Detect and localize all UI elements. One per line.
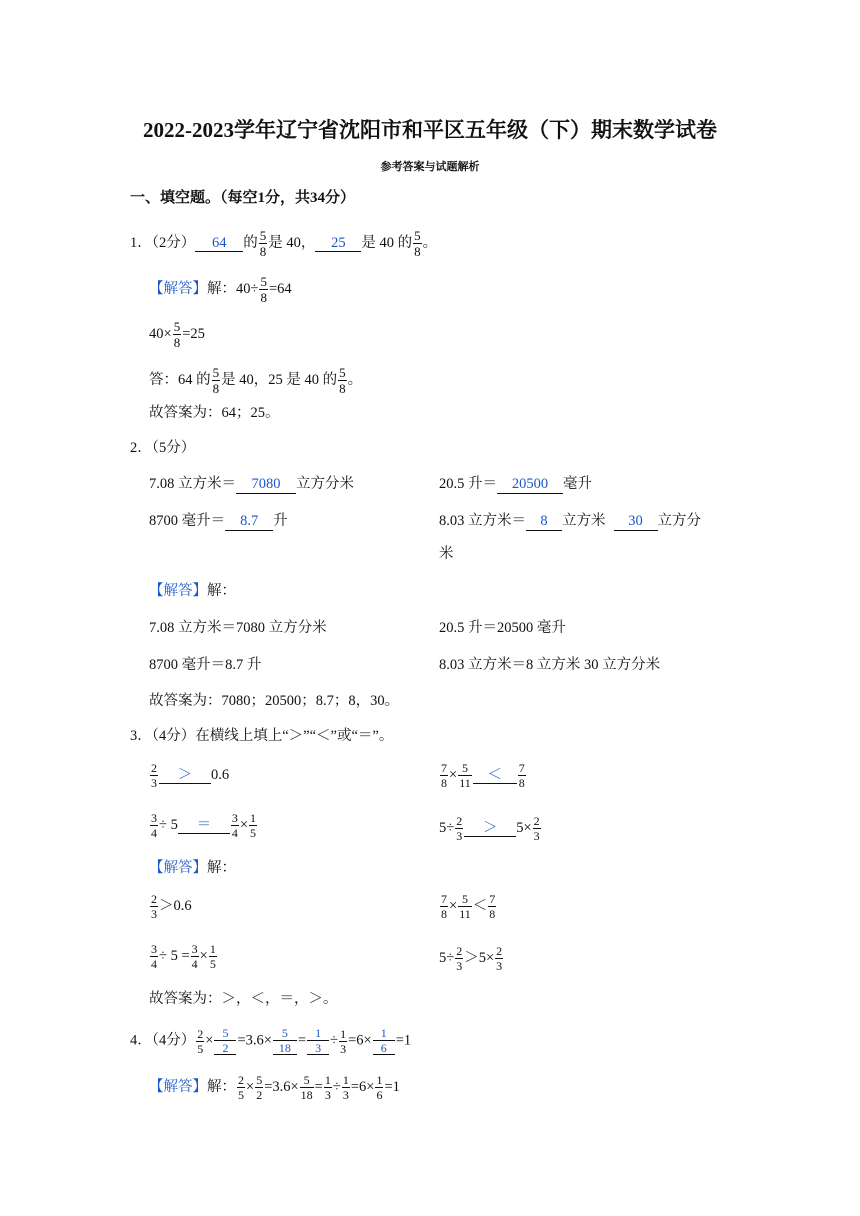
fraction: $\frac{2}{5}$ [197,1026,204,1056]
q3-row2-right [439,815,542,842]
fraction: $\frac{1}{6}$ [376,1073,383,1102]
text: 立方分米 [296,476,354,492]
fraction: $\frac{3}{4}$ [191,942,198,971]
fraction: $\frac{7}{8}$ [489,892,496,921]
fraction: $\frac{2}{3}$ [151,761,157,790]
q1-answer-line [149,366,362,395]
answer-blank: 7080 [236,477,296,494]
fraction: $\frac{1}{3}$ [324,1073,331,1102]
fraction: $\frac{1}{5}$ [209,942,216,971]
section-heading: 一、填空题。（每空1分，共34分） [130,190,356,206]
q2-solution-2: 20.5 升＝20500 毫升 [439,620,566,636]
fraction: $\frac{5}{8}$ [173,319,181,350]
answer-blank: ＜ [473,768,517,785]
text: 。 [422,234,438,251]
q3-solution-2 [439,893,497,920]
text: 是 40， [268,234,316,251]
text: 解： [207,860,236,876]
text: × [239,816,249,833]
text: 5÷ [439,949,455,966]
question-3 [130,729,393,744]
fraction-blank: $\frac{5}{18}$ [273,1027,297,1055]
fraction: $\frac{5}{8}$ [414,228,421,259]
question-1 [130,229,437,258]
answer-blank: 8 [526,514,562,531]
text: =3.6× [264,1078,299,1095]
fraction: $\frac{1}{5}$ [250,811,257,840]
text: 40× [149,325,172,342]
q3-solution-1 [149,893,192,920]
text: 是 40 的 [361,234,413,251]
q4-solution [149,1074,400,1101]
answer-blank: ＞ [464,821,516,838]
fraction: $\frac{2}{3}$ [496,944,503,973]
q3-row1-left [149,762,229,789]
text: ÷ 5 [159,816,178,833]
fraction: $\frac{2}{3}$ [151,892,157,921]
text: 7.08 立方米＝ [149,476,236,492]
text: = [314,1078,323,1095]
q2-item-d-wrap: 米 [439,546,454,562]
q2-final-answer: 故答案为：7080；20500；8.7；8，30。 [149,693,400,709]
text: 立方分 [657,513,701,529]
q2-item-b [439,477,592,494]
q2-solution-3: 8700 毫升＝8.7 升 [149,657,262,673]
text: =3.6× [237,1032,272,1049]
fraction: $\frac{5}{8}$ [259,228,267,259]
text: 毫升 [563,476,592,492]
q3-row1-right [439,762,527,789]
answer-blank: ＞ [159,768,211,785]
q2-item-a [149,477,354,494]
text: =6× [350,1078,375,1095]
q1-solution-line1 [149,275,292,304]
page-subtitle: 参考答案与试题解析 [380,160,480,173]
answer-blank: 20500 [497,477,563,494]
text: × [199,947,208,964]
fraction: $\frac{3}{4}$ [231,811,238,840]
q2-solution-head [149,584,236,599]
text: ＞0.6 [159,897,192,914]
question-2: 2．（5分） [130,440,196,456]
fraction: $\frac{5}{8}$ [212,365,220,396]
fraction: $\frac{3}{4}$ [151,811,157,840]
q3-final-answer: 故答案为：＞，＜，＝，＞。 [149,991,338,1007]
question-prompt: 在横线上填上“＞”“＜”或“＝”。 [195,728,394,744]
text: =25 [182,325,205,342]
text: 8700 毫升＝ [149,513,226,529]
answer-blank: 30 [614,514,658,531]
fraction: $\frac{5}{11}$ [459,892,471,921]
question-number: 4．（4分） [130,1032,196,1049]
text: 。 [347,371,363,388]
fraction: $\frac{5}{8}$ [260,274,267,305]
text: =6× [348,1032,372,1049]
fraction: $\frac{7}{8}$ [441,761,447,790]
text: 5÷ [439,819,455,836]
text: ÷ [330,1032,339,1049]
answer-blank: 8.7 [225,514,273,531]
q3-solution-3 [149,943,218,970]
text: = [297,1032,307,1049]
q3-solution-4 [439,945,504,972]
q2-item-d [439,514,701,531]
fraction-blank: $\frac{1}{6}$ [373,1027,395,1055]
fraction: $\frac{7}{8}$ [441,892,447,921]
text: 20.5 升＝ [439,476,497,492]
fraction: $\frac{5}{18}$ [300,1073,313,1102]
fraction: $\frac{2}{3}$ [456,944,463,973]
fraction: $\frac{5}{11}$ [459,761,471,790]
fraction: $\frac{2}{3}$ [533,814,540,843]
q1-solution-line2 [149,320,205,349]
text: =64 [268,280,292,297]
text: =1 [384,1078,400,1095]
text: 的 [243,234,258,251]
text: 0.6 [211,766,230,783]
fraction-blank: $\frac{5}{2}$ [214,1027,236,1055]
text: × [449,897,458,914]
text: 解： [207,583,236,599]
text: ＞5× [464,949,495,966]
text: ÷ 5 = [159,947,190,964]
question-4 [130,1027,411,1055]
fraction-blank: $\frac{1}{3}$ [307,1027,329,1055]
fraction: $\frac{5}{8}$ [339,365,346,396]
fraction: $\frac{1}{3}$ [342,1073,349,1102]
page-title: 2022-2023学年辽宁省沈阳市和平区五年级（下）期末数学试卷 [143,118,717,142]
solution-tag: 【解答】 [149,280,207,297]
fraction: $\frac{2}{5}$ [238,1073,244,1102]
fraction: $\frac{3}{4}$ [151,942,157,971]
fraction: $\frac{7}{8}$ [518,761,525,790]
answer-blank: 64 [195,236,243,253]
text: 答：64 的 [149,371,211,388]
fraction: $\frac{2}{3}$ [456,814,463,843]
fraction: $\frac{1}{3}$ [340,1026,347,1056]
text: 升 [273,513,288,529]
fraction: $\frac{5}{2}$ [256,1073,263,1102]
answer-blank: ＝ [178,818,230,835]
q1-final-answer: 故答案为：64；25。 [149,405,280,421]
q3-solution-head [149,861,236,876]
q2-solution-1: 7.08 立方米＝7080 立方分米 [149,620,327,636]
solution-tag: 【解答】 [149,583,207,599]
text: × [205,1032,214,1049]
solution-tag: 【解答】 [149,860,207,876]
text: × [246,1078,255,1095]
question-number: 1．（2分） [130,234,196,251]
text: ÷ [332,1078,341,1095]
text: ＜ [472,897,488,914]
text: × [449,766,458,783]
answer-blank: 25 [315,236,361,253]
text: 立方米 [562,513,606,529]
question-number: 3．（4分） [130,728,196,744]
text: 8.03 立方米＝ [439,513,526,529]
text: 是 40，25 是 40 的 [221,371,338,388]
text: 5× [516,819,532,836]
text: 解：40÷ [207,280,259,297]
solution-tag: 【解答】 [149,1078,207,1095]
q2-item-c [149,514,288,531]
q3-row2-left [149,812,258,839]
text: 解： [207,1078,236,1095]
text: =1 [395,1032,412,1049]
q2-solution-4: 8.03 立方米＝8 立方米 30 立方分米 [439,657,661,673]
